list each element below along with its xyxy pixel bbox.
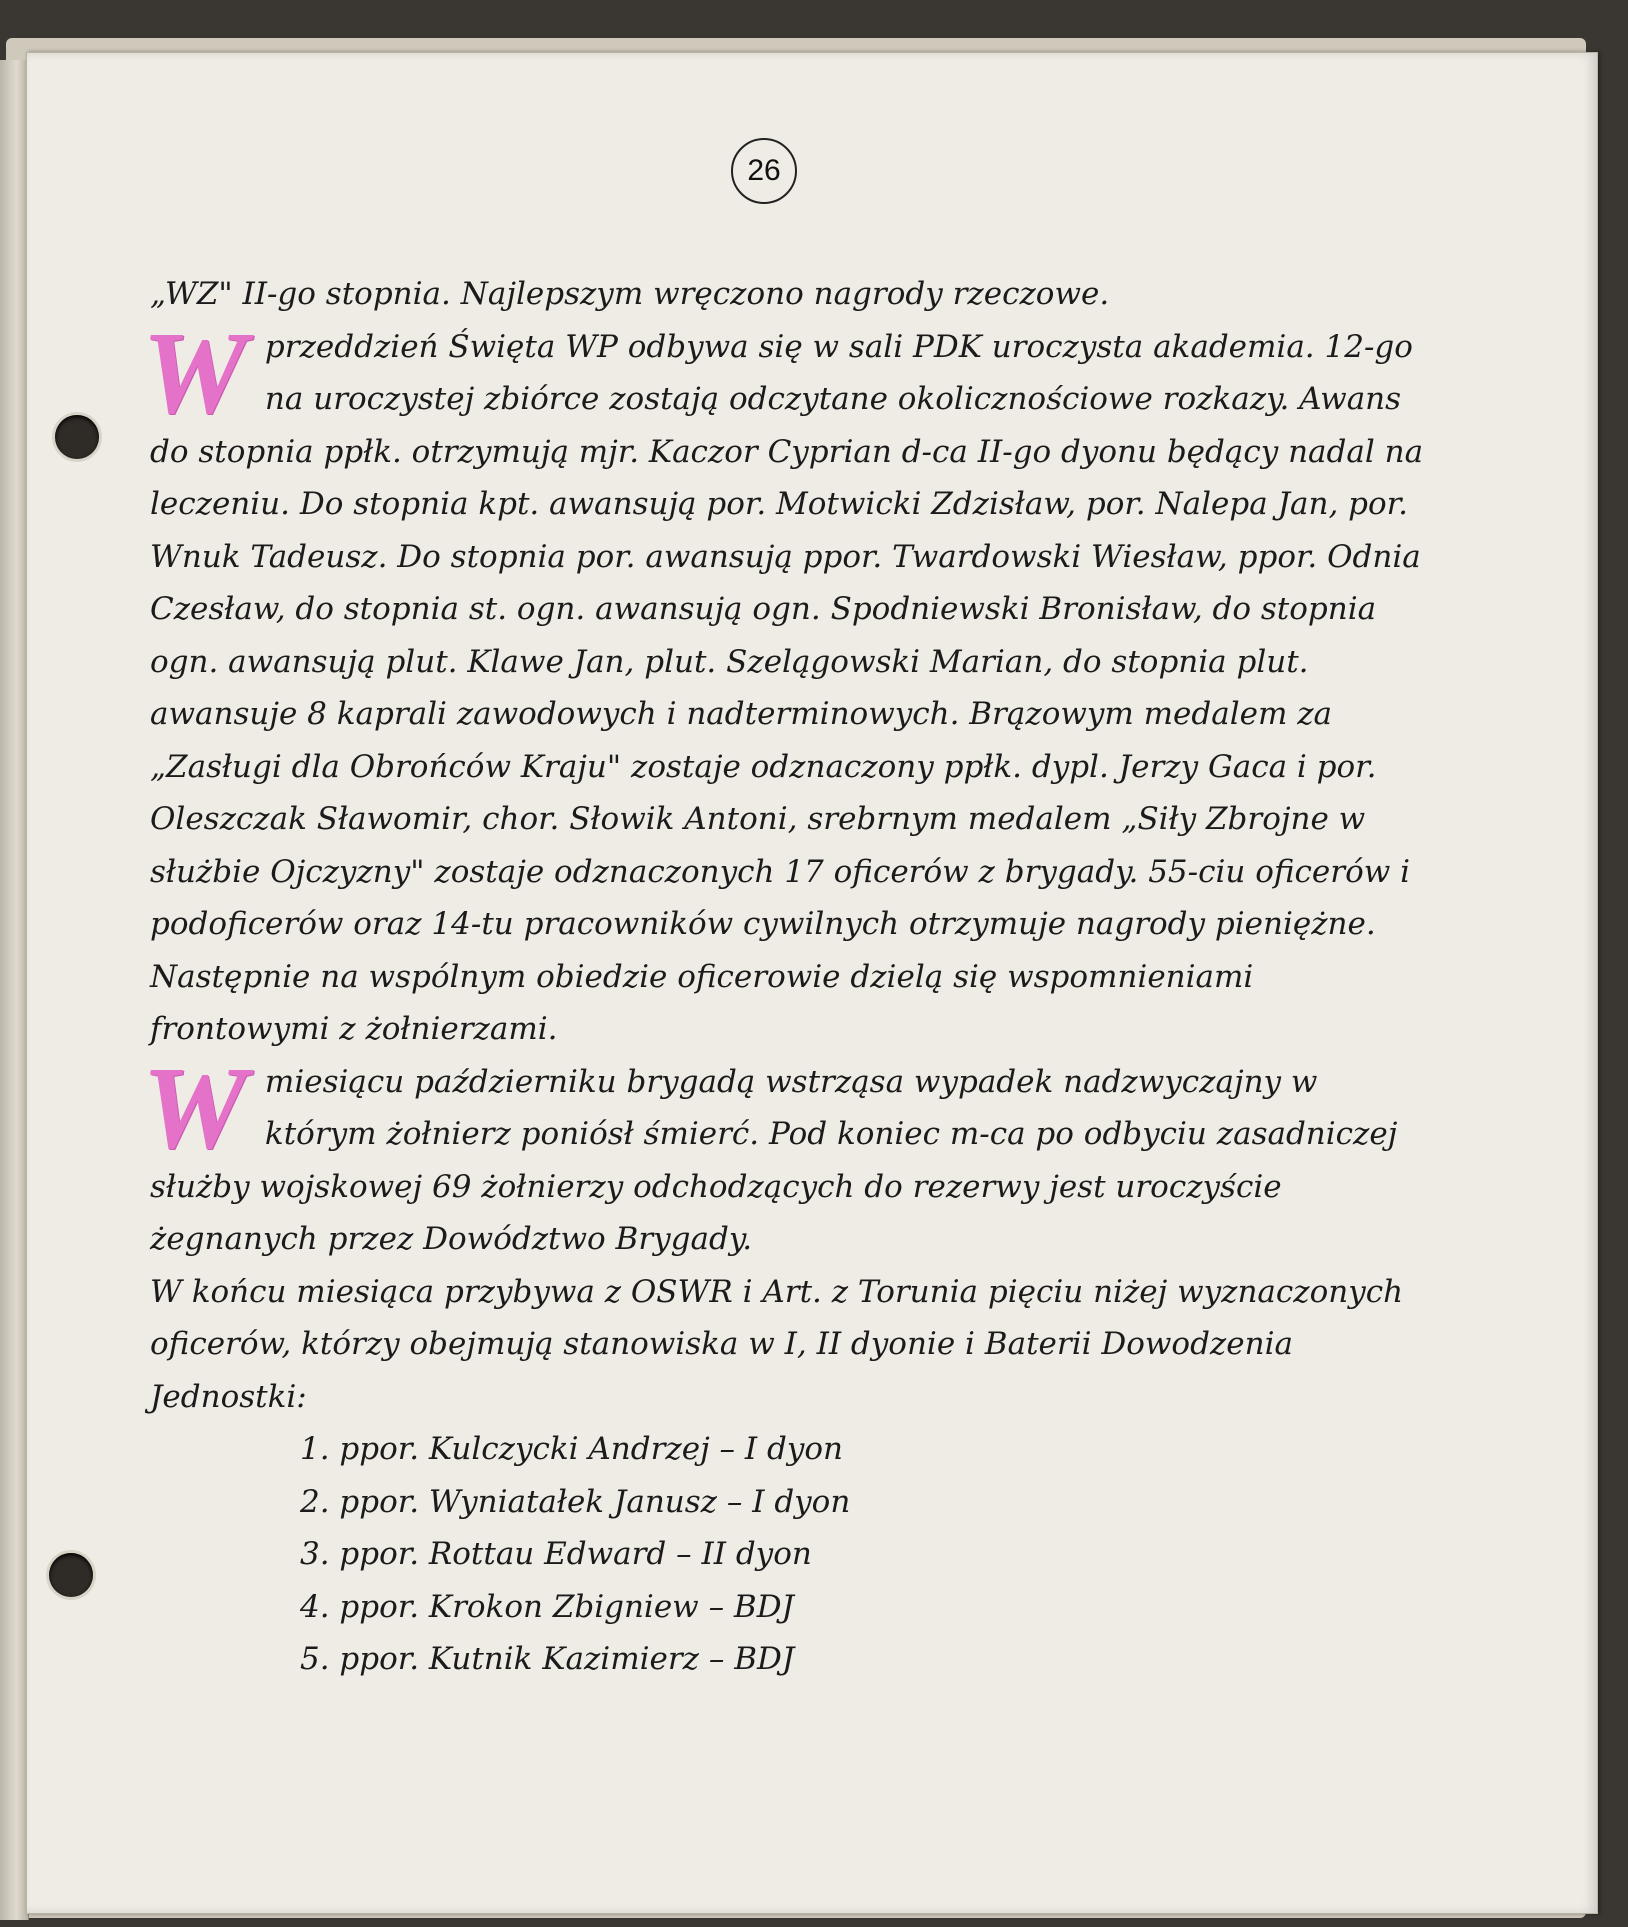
decorative-initial-2: W: [142, 1041, 247, 1173]
officer-list: [150, 1423, 1430, 1686]
decorative-initial-1: W: [142, 306, 247, 438]
paragraph-2: [142, 1041, 1430, 1266]
list-item: 4. ppor. Krokon Zbigniew – BDJ: [300, 1588, 794, 1625]
intro-line: „WZ" II-go stopnia. Najlepszym wręczono nagrody rzeczowe.: [150, 276, 1110, 312]
paragraph-3: W końcu miesiąca przybywa z OSWR i Art. z Torunia pięciu niżej wyznaczonych oficerów, którzy obejmują stanowiska w I, II dyonie i Baterii Dowodzenia Jednostki:: [150, 1273, 1404, 1415]
list-item: 3. ppor. Rottau Edward – II dyon: [300, 1536, 812, 1572]
paragraph-2-text: miesiącu październiku brygadą wstrząsa wypadek nadzwyczajny w którym żołnierz poniósł śmierć. Pod koniec m-ca po odbyciu zasadniczej służby wojskowej 69 żołnierzy odchodzących do rezerwy jest uroczyście żegnanych przez Dowództwo Brygady.: [150, 1063, 1398, 1257]
paragraph-1-text: przeddzień Święta WP odbywa się w sali PDK uroczysta akademia. 12-go na uroczystej zbiórce zostają odczytane okolicznościowe rozkazy. Awans do stopnia ppłk. otrzymują mjr. Kaczor Cyprian d-ca II-go dyonu będący nadal na leczeniu. Do stopnia kpt. awansują por. Motwicki Zdzisław, por. Nalepa Jan, por. Wnuk Tadeusz. Do stopnia por. awansują ppor. Twardowski Wiesław, ppor. Odnia Czesław, do stopnia st. ogn. awansują ogn. Spodniewski Bronisław, do stopnia ogn. awansują plut. Klawe Jan, plut. Szelągowski Marian, do stopnia plut. awansuje 8 kaprali zawodowych i nadterminowych. Brązowym medalem za „Zasługi dla Obrońców Kraju" zostaje odznaczony ppłk. dypl. Jerzy Gaca i por. Oleszczak Sławomir, chor. Słowik Antoni, srebrnym medalem „Siły Zbrojne w służbie Ojczyzny" zostaje odznaczonych 17 oficerów z brygady. 55-ciu oficerów i podoficerów oraz 14-tu pracowników cywilnych otrzymuje nagrody pieniężne. Następnie na wspólnym obiedzie oficerowie dzielą się wspomnieniami frontowymi z żołnierzami.: [150, 328, 1424, 1047]
list-item: 1. ppor. Kulczycki Andrzej – I dyon: [300, 1431, 843, 1467]
list-item: 2. ppor. Wyniatałek Janusz – I dyon: [300, 1483, 851, 1520]
list-item: 5. ppor. Kutnik Kazimierz – BDJ: [300, 1641, 795, 1677]
handwritten-text: [142, 268, 1430, 1686]
punch-hole-top: [55, 415, 99, 459]
paragraph-1: [142, 306, 1430, 1056]
punch-hole-bottom: [49, 1553, 93, 1597]
binder-strip: [0, 60, 29, 1920]
page-number: 26: [731, 138, 797, 204]
